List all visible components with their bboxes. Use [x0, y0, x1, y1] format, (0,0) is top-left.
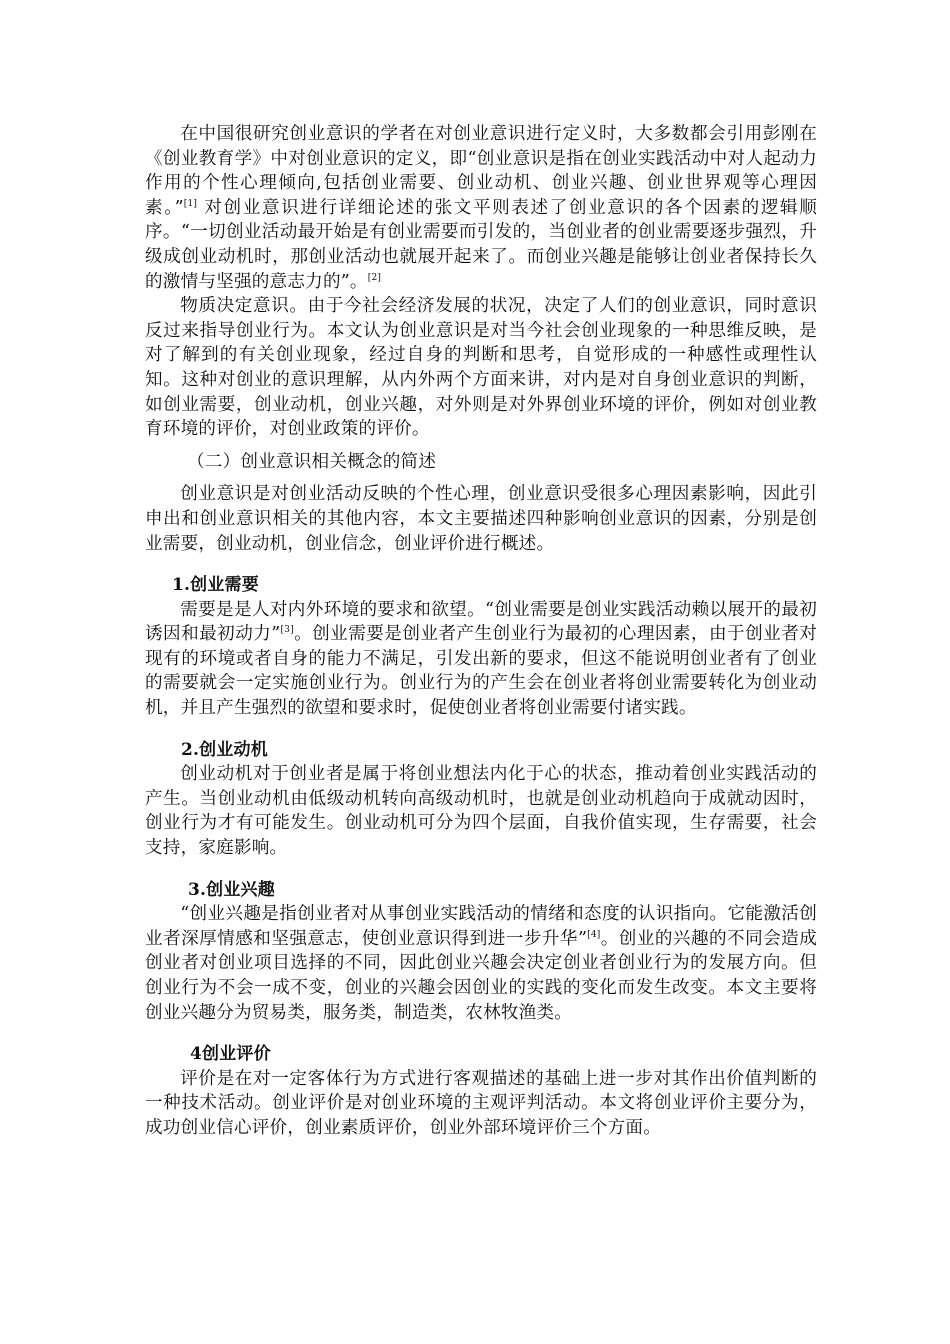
subheading-motive: 2.创业动机: [181, 739, 268, 760]
paragraph-text: 需要是是人对内外环境的要求和欲望。“创业需要是创业实践活动赖以展开的最初诱因和最初动力”: [145, 599, 817, 645]
subheading-interest: 3.创业兴趣: [188, 879, 275, 900]
paragraph-definition: [145, 122, 817, 294]
paragraph-text: 在中国很研究创业意识的学者在对创业意识进行定义时，大多数都会引用彭刚在《创业教育学》中对创业意识的定义，即“创业意识是指在创业实践活动中对人起动力作用的个性心理倾向,包括创业需要、创业动机、创业兴趣、创业世界观等心理因素。”: [145, 124, 817, 218]
paragraph-material: 物质决定意识。由于今社会经济发展的状况，决定了人们的创业意识，同时意识反过来指导创业行为。本文认为创业意识是对当今社会创业现象的一种思维反映，是对了解到的有关创业现象，经过自身的判断和思考，自觉形成的一种感性或理性认知。这种对创业的意识理解，从内外两个方面来讲，对内是对自身创业意识的判断，如创业需要，创业动机，创业兴趣，对外则是对外界创业环境的评价，例如对创业教育环境的评价，对创业政策的评价。: [145, 296, 817, 440]
subheading-evaluation: 4创业评价: [190, 1044, 271, 1065]
subheading-need: 1.创业需要: [172, 575, 259, 596]
citation-ref: [3]: [280, 625, 294, 636]
paragraph-text: “创业兴趣是指创业者对从事创业实践活动的情绪和态度的认识指向。它能激活创业者深厚情感和坚强意志，使创业意识得到进一步升华”: [145, 904, 817, 949]
paragraph-motive: 创业动机对于创业者是属于将创业想法内化于心的状态，推动着创业实践活动的产生。当创业动机由低级动机转向高级动机时，也就是创业动机趋向于成就动因时，创业行为才有可能发生。创业动机可分为四个层面，自我价值实现，生存需要，社会支持，家庭影响。: [145, 764, 817, 859]
citation-ref: [4]: [587, 929, 601, 940]
document-body: [145, 122, 817, 1141]
paragraph-text: 对创业意识进行详细论述的张文平则表述了创业意识的各个因素的逻辑顺序。“一切创业活动最开始是有创业需要而引发的，当创业者的创业需要逐步强烈，升级成创业动机时，那创业活动也就展开起来了。而创业兴趣是能够让创业者保持长久的激情与坚强的意志力的”。: [145, 197, 817, 292]
paragraph-need: [145, 598, 817, 721]
paragraph-overview: 创业意识是对创业活动反映的个性心理，创业意识受很多心理因素影响，因此引申出和创业意识相关的其他内容，本文主要描述四种影响创业意识的因素，分别是创业需要，创业动机，创业信念，创业评价进行概述。: [145, 484, 817, 554]
citation-ref: [2]: [367, 272, 382, 283]
paragraph-evaluation: 评价是在对一定客体行为方式进行客观描述的基础上进一步对其作出价值判断的一种技术活动。创业评价是对创业环境的主观评判活动。本文将创业评价主要分为，成功创业信心评价，创业素质评价，创业外部环境评价三个方面。: [145, 1068, 817, 1138]
citation-ref: [1]: [183, 198, 198, 209]
paragraph-text: 。创业的兴趣的不同会造成创业者对创业项目选择的不同，因此创业兴趣会决定创业者创业行为的发展方向。但创业行为不会一成不变，创业的兴趣会因创业的实践的变化而发生改变。本文主要将创业兴趣分为贸易类，服务类，制造类，农林牧渔类。: [145, 928, 817, 1023]
paragraph-interest: [145, 902, 817, 1025]
section-heading: （二）创业意识相关概念的简述: [187, 451, 437, 472]
paragraph-text: 。创业需要是创业者产生创业行为最初的心理因素，由于创业者对现有的环境或者自身的能力不满足，引发出新的要求，但这不能说明创业者有了创业的需要就会一定实施创业行为。创业行为的产生会在创业者将创业需要转化为创业动机，并且产生强烈的欲望和要求时，促使创业者将创业需要付诸实践。: [145, 624, 817, 719]
